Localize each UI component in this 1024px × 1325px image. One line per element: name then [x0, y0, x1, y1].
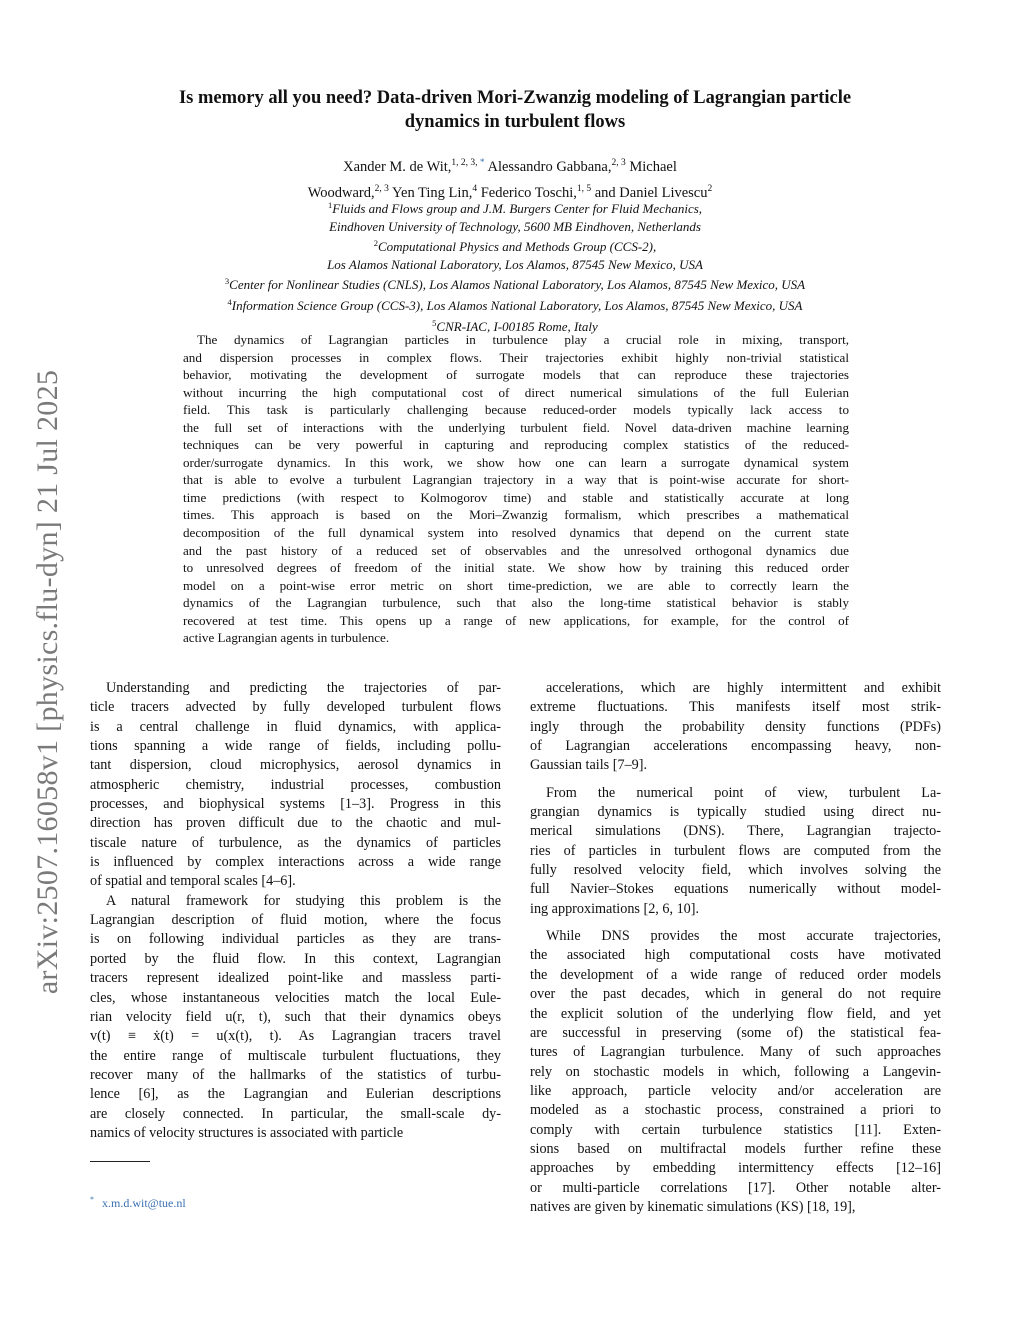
abstract-line: times. This approach is based on the Mori–Zwanzig formalism, which prescribes a mathematical [183, 507, 849, 523]
body-text-line: ingly through the probability density functions (PDFs) [530, 718, 941, 735]
body-text-line: direction has proven difficult due to the chaotic and mul- [90, 815, 501, 832]
affiliation-line [100, 256, 930, 274]
corresponding-email-link[interactable]: x.m.d.wit@tue.nl [102, 1196, 186, 1210]
body-text-line: tiscale nature of turbulence, as the dynamics of particles [90, 834, 501, 851]
body-text-line: atmospheric chemistry, industrial processes, combustion [90, 776, 501, 793]
body-text-line: ticle tracers advected by fully developed turbulent flows [90, 699, 501, 716]
body-text-line: A natural framework for studying this problem is the [106, 892, 501, 909]
body-text-line: are successful in preserving (some of) the statistical fea- [530, 1024, 941, 1041]
author-name: and Daniel Livescu [594, 185, 708, 201]
paper-title [80, 86, 950, 134]
affiliation-mark: 4 [227, 296, 232, 307]
paragraph-gap [530, 776, 941, 784]
affiliation-text: Computational Physics and Methods Group (CCS-2), [377, 239, 657, 255]
body-text-line: grangian dynamics is typically studied using direct nu- [530, 804, 941, 821]
author-affil-marks: 4 [472, 184, 478, 194]
affiliation-line [100, 197, 930, 218]
affiliations [100, 197, 930, 335]
body-text-line: is influenced by complex interactions across a wide range [90, 854, 501, 871]
abstract-line: model on a point-wise error metric on short time-prediction, we are able to correctly learn the [183, 577, 849, 593]
body-text-line: While DNS provides the most accurate trajectories, [546, 928, 941, 945]
affiliation-line [100, 218, 930, 236]
author-affil-marks: 2, 3 [374, 184, 389, 194]
body-text-line: From the numerical point of view, turbulent La- [546, 784, 941, 801]
body-text-line: full Navier–Stokes equations numerically without model- [530, 881, 941, 898]
footnote-divider [90, 1161, 150, 1162]
body-text-line: the associated high computational costs have motivated [530, 947, 941, 964]
body-text-line: v(t) ≡ ẋ(t) = u(x(t), t). As Lagrangian tracers travel [90, 1028, 501, 1045]
body-text-line: tions spanning a wide range of fields, including pollu- [90, 738, 501, 755]
body-text-line: the entire range of multiscale turbulent fluctuations, they [90, 1047, 501, 1064]
body-text-line: ing approximations [2, 6, 10]. [530, 900, 700, 917]
body-text-line: rian velocity field u(r, t), such that their dynamics obeys [90, 1008, 501, 1025]
body-text-line: extreme fluctuations. This manifests itself most strik- [530, 699, 941, 716]
author-affil-marks: 2, 3 [611, 158, 626, 168]
author-name: Xander M. de Wit, [343, 159, 452, 175]
abstract [183, 331, 849, 647]
body-text-line: merical simulations (DNS). There, Lagrangian trajecto- [530, 823, 941, 840]
body-text-line: lence [6], as the Lagrangian and Eulerian descriptions [90, 1086, 501, 1103]
affiliation-text: Center for Nonlinear Studies (CNLS), Los Alamos National Laboratory, Los Alamos, 87545 New Mexico, USA [229, 277, 806, 293]
body-text-line: of Lagrangian accelerations encompassing heavy, non- [530, 738, 941, 755]
author-affil-marks: 1, 5 [576, 184, 592, 194]
body-text-line: cles, whose instantaneous velocities match the local Eule- [90, 989, 501, 1006]
body-text-line: is on following individual particles as they are trans- [90, 931, 501, 948]
title-line-2: dynamics in turbulent flows [404, 112, 626, 132]
abstract-line: techniques can be very powerful in capturing and reproducing complex statistics of the reduced- [183, 437, 849, 453]
abstract-line: decomposition of the full dynamical system into resolved dynamics that depend on the current state [183, 525, 849, 541]
author-affil-marks: 2 [707, 184, 713, 194]
affiliation-text: CNR-IAC, I-00185 Rome, Italy [436, 318, 598, 334]
abstract-line: The dynamics of Lagrangian particles in turbulence play a crucial role in mixing, transport, [197, 332, 849, 347]
abstract-line: field. This task is particularly challenging because reduced-order models typically lack access to [183, 402, 849, 418]
affiliation-line [100, 294, 930, 315]
body-text-line: the development of a wide range of reduced order models [530, 966, 941, 983]
body-text-line: Gaussian tails [7–9]. [530, 757, 648, 774]
affiliation-line [100, 273, 930, 294]
abstract-line: behavior, motivating the development of surrogate models that can reproduce these trajectories [183, 367, 849, 383]
author-name: Alessandro Gabbana, [487, 159, 612, 175]
body-text-line: modeled as a stochastic process, constrained a priori to [530, 1102, 941, 1119]
body-text-line: recover many of the hallmarks of the statistics of turbu- [90, 1066, 501, 1083]
body-text-line: is a central challenge in fluid dynamics, with applica- [90, 718, 501, 735]
body-text-line: are closely connected. In particular, the small-scale dy- [90, 1105, 501, 1122]
body-text-line: like approach, particle velocity and/or acceleration are [530, 1082, 941, 1099]
affiliation-line [100, 235, 930, 256]
affiliation-mark: 1 [327, 200, 333, 210]
title-line-1: Is memory all you need? Data-driven Mori-Zwanzig modeling of Lagrangian particle [178, 88, 852, 108]
body-column-left [90, 679, 501, 1143]
body-text-line: ported by the fluid flow. In this context, Lagrangian [90, 950, 501, 967]
affiliation-mark: 5 [432, 317, 437, 328]
body-text-line: natives are given by kinematic simulations (KS) [18, 19], [530, 1198, 856, 1215]
paragraph-gap [530, 919, 941, 927]
body-text-line: Understanding and predicting the trajectories of par- [106, 680, 501, 696]
abstract-line: without incurring the high computational cost of direct numerical simulations of the full Eulerian [183, 384, 849, 400]
affiliation-text: Eindhoven University of Technology, 5600 MB Eindhoven, Netherlands [329, 218, 701, 234]
body-text-line: sions based on multifractal models further refine these [530, 1140, 941, 1157]
body-text-line: tant dispersion, cloud microphysics, aerosol dynamics in [90, 757, 501, 774]
abstract-line: dynamics of the Lagrangian turbulence, such that also the long-time statistical behavior is stably [183, 595, 849, 611]
body-text-line: the explicit solution of the underlying flow field, and yet [530, 1005, 941, 1022]
body-text-line: ries of particles in turbulent flows are computed from the [530, 842, 941, 859]
body-text-line: or multi-particle correlations [17]. Other notable alter- [530, 1179, 941, 1196]
body-text-line: rely on stochastic models in which, following a Langevin- [530, 1063, 941, 1080]
body-text-line: approaches by embedding intermittency effects [12–16] [530, 1160, 941, 1177]
body-text-line: Lagrangian description of fluid motion, where the focus [90, 912, 501, 929]
author-name: Michael [629, 159, 677, 175]
author-name: Federico Toschi, [480, 185, 577, 201]
corresponding-author-mark[interactable]: * [477, 158, 485, 168]
body-text-line: accelerations, which are highly intermittent and exhibit [546, 680, 941, 696]
affiliation-mark: 3 [224, 276, 230, 287]
abstract-line: order/surrogate dynamics. In this work, we show how one can learn a surrogate dynamical system [183, 454, 849, 470]
body-text-line: of spatial and temporal scales [4–6]. [90, 873, 296, 890]
author-affil-marks: 1, 2, 3, [451, 158, 478, 168]
body-text-line: over the past decades, which in general do not require [530, 986, 941, 1003]
arxiv-id-text: arXiv:2507.16058v1 [physics.flu-dyn] 21 Jul 2025 [31, 369, 64, 995]
abstract-line: and dispersion processes in complex flows. Their trajectories exhibit highly non-trivial statistical [183, 349, 849, 365]
abstract-line: to unresolved degrees of freedom of the initial state. We show how by training this reduced order [183, 560, 849, 576]
abstract-line: time predictions (with respect to Kolmogorov time) and stable and statistically accurate at long [183, 489, 849, 505]
author-name: Yen Ting Lin, [391, 185, 473, 201]
body-text-line: tracers represent idealized point-like and massless parti- [90, 970, 501, 987]
affiliation-text: Information Science Group (CCS-3), Los Alamos National Laboratory, Los Alamos, 87545 New Mexico, USA [231, 297, 803, 313]
footnote [90, 1192, 186, 1211]
body-text-line: namics of velocity structures is associated with particle [90, 1124, 404, 1141]
author-line-1 [150, 152, 870, 178]
body-column-right [530, 679, 941, 1217]
body-text-line: processes, and biophysical systems [1–3]. Progress in this [90, 796, 501, 813]
abstract-line: and the past history of a reduced set of observables and the unresolved orthogonal dynamics due [183, 542, 849, 558]
body-text-line: comply with certain turbulence statistics [11]. Exten- [530, 1121, 941, 1138]
abstract-line: recovered at test time. This opens up a range of new applications, for example, for the control of [183, 612, 849, 628]
abstract-line: the full set of interactions with the underlying turbulent field. Novel data-driven machine learning [183, 419, 849, 435]
abstract-line: that is able to evolve a turbulent Lagrangian trajectory in a way that is point-wise accurate for short- [183, 472, 849, 488]
abstract-line: active Lagrangian agents in turbulence. [183, 630, 390, 646]
affiliation-text: Fluids and Flows group and J.M. Burgers Center for Fluid Mechanics, [332, 201, 703, 216]
author-name: Woodward, [307, 185, 375, 201]
affiliation-mark: 2 [373, 238, 378, 249]
body-text-line: fully resolved velocity field, which involves solving the [530, 862, 941, 879]
footnote-mark: * [90, 1195, 94, 1204]
affiliation-text: Los Alamos National Laboratory, Los Alamos, 87545 New Mexico, USA [327, 256, 703, 272]
body-text-line: tures of Lagrangian turbulence. Many of such approaches [530, 1044, 941, 1061]
